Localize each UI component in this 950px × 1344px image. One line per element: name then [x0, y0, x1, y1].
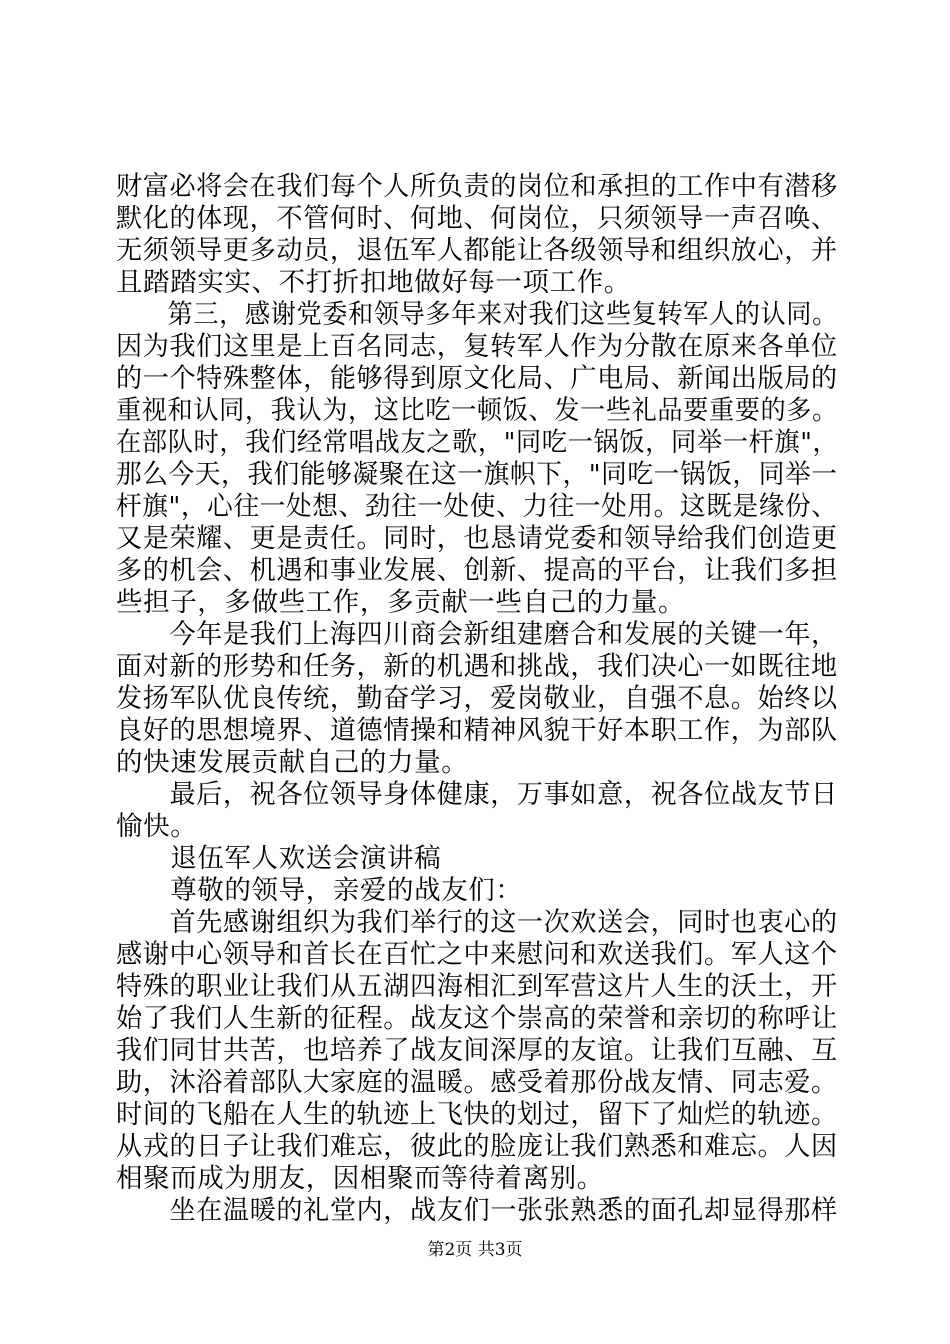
- text-line: 多的机会、机遇和事业发展、创新、提高的平台，让我们多担: [116, 555, 838, 586]
- text-line: 些担子，多做些工作，多贡献一些自己的力量。: [116, 587, 686, 618]
- text-line: 无须领导更多动员，退伍军人都能让各级领导和组织放心，并: [116, 235, 838, 266]
- text-line: 良好的思想境界、道德情操和精神风貌干好本职工作，为部队: [116, 715, 838, 746]
- text-line: 时间的飞船在人生的轨迹上飞快的划过，留下了灿烂的轨迹。: [116, 1099, 838, 1130]
- section-title: 退伍军人欢送会演讲稿: [116, 843, 442, 874]
- text-line: 财富必将会在我们每个人所负责的岗位和承担的工作中有潜移: [116, 171, 838, 202]
- text-line: 重视和认同，我认为，这比吃一顿饭、发一些礼品要重要的多。: [116, 395, 838, 426]
- text-line: 的快速发展贡献自己的力量。: [116, 747, 469, 778]
- text-line: 且踏踏实实、不打折扣地做好每一项工作。: [116, 267, 631, 298]
- text-line: 默化的体现，不管何时、何地、何岗位，只须领导一声召唤、: [116, 203, 838, 234]
- text-line: 最后，祝各位领导身体健康，万事如意，祝各位战友节日: [116, 779, 838, 810]
- text-line: 始了我们人生新的征程。战友这个崇高的荣誉和亲切的称呼让: [116, 1003, 838, 1034]
- text-line: 感谢中心领导和首长在百忙之中来慰问和欢送我们。军人这个: [116, 939, 838, 970]
- text-line: 助，沐浴着部队大家庭的温暖。感受着那份战友情、同志爱。: [116, 1067, 838, 1098]
- text-line: 在部队时，我们经常唱战友之歌，"同吃一锅饭，同举一杆旗"，: [116, 427, 839, 458]
- text-line: 又是荣耀、更是责任。同时，也恳请党委和领导给我们创造更: [116, 523, 838, 554]
- page-footer: 第2页 共3页: [427, 1240, 523, 1260]
- text-line: 首先感谢组织为我们举行的这一次欢送会，同时也衷心的: [116, 907, 838, 938]
- text-line: 面对新的形势和任务，新的机遇和挑战，我们决心一如既往地: [116, 651, 838, 682]
- salutation: 尊敬的领导，亲爱的战友们：: [116, 875, 523, 906]
- text-line: 特殊的职业让我们从五湖四海相汇到军营这片人生的沃土，开: [116, 971, 838, 1002]
- text-line: 我们同甘共苦，也培养了战友间深厚的友谊。让我们互融、互: [116, 1035, 838, 1066]
- text-line: 愉快。: [116, 811, 198, 842]
- text-line: 杆旗"，心往一处想、劲往一处使、力往一处用。这既是缘份、: [116, 491, 838, 522]
- text-line: 从戎的日子让我们难忘，彼此的脸庞让我们熟悉和难忘。人因: [116, 1131, 838, 1162]
- document-body: [116, 171, 838, 1227]
- text-line: 发扬军队优良传统，勤奋学习，爱岗敬业，自强不息。始终以: [116, 683, 838, 714]
- text-line: 因为我们这里是上百名同志，复转军人作为分散在原来各单位: [116, 331, 838, 362]
- text-line: 坐在温暖的礼堂内，战友们一张张熟悉的面孔却显得那样: [116, 1195, 838, 1226]
- text-line: 今年是我们上海四川商会新组建磨合和发展的关键一年，: [116, 619, 838, 650]
- text-line: 的一个特殊整体，能够得到原文化局、广电局、新闻出版局的: [116, 363, 838, 394]
- text-line: 那么今天，我们能够凝聚在这一旗帜下，"同吃一锅饭，同举一: [116, 459, 838, 490]
- text-line: 第三，感谢党委和领导多年来对我们这些复转军人的认同。: [116, 299, 838, 330]
- text-line: 相聚而成为朋友，因相聚而等待着离别。: [116, 1163, 604, 1194]
